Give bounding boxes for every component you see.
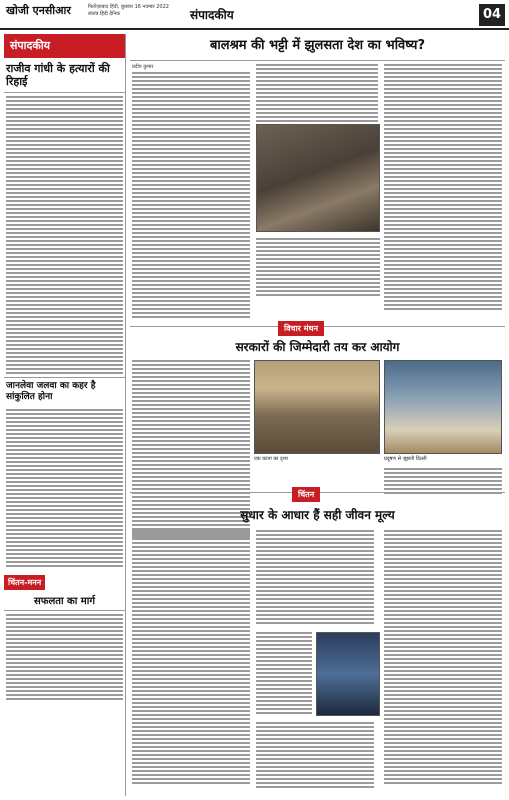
chintan-tag: चिंतन [292, 487, 320, 502]
caption-1: एक घटना का दृश्य [254, 456, 288, 462]
lead-editorial-body [6, 96, 123, 374]
lead-editorial-title: राजीव गांधी के हत्यारों की रिहाई [4, 58, 125, 93]
masthead [0, 0, 509, 30]
masthead-date: फिरोज़ाबाद हिंदी, बुधवार 16 नवम्बर 2022 [88, 4, 169, 10]
thought-box-body [6, 614, 123, 700]
thought-box-title: सफलता का मार्ग [4, 590, 125, 611]
story-3-col-3 [384, 530, 502, 786]
thought-box-label: चिंतन-मनन [4, 575, 45, 590]
story-3-col-2 [256, 530, 374, 626]
caption-2: प्रदूषण से जूझती दिल्ली [384, 456, 427, 462]
byline-1: प्रदीप कुमार [132, 64, 154, 70]
page-number: 04 [479, 4, 505, 26]
main-headline: बालश्रम की भट्टी में झुलसता देश का भविष्य? [130, 34, 505, 61]
pollution-photo [384, 360, 502, 454]
masthead-tagline: स्वतंत्र हिंदी दैनिक [88, 11, 120, 17]
child-labour-photo [256, 124, 380, 232]
left-column [4, 34, 126, 796]
section-3-title: सुधार के आधार हैं सही जीवन मूल्य [240, 508, 395, 522]
photo-caption-lines [256, 238, 380, 298]
story-1-col-1 [132, 72, 250, 320]
sky-photo [316, 632, 380, 716]
section-title: संपादकीय [190, 8, 234, 22]
second-editorial-body [6, 409, 123, 567]
story-1-col-3 [384, 64, 502, 312]
section-2-title: सरकारों की जिम्मेदारी तय कर आयोग [235, 340, 400, 354]
vichar-manthan-tag: विचार मंथन [278, 321, 324, 336]
story-3-col-2b [256, 632, 312, 716]
masthead-logo: खोजी एनसीआर [6, 4, 71, 17]
story-3-col-2c [256, 722, 374, 790]
story-3-col-1 [132, 530, 250, 786]
fire-photo [254, 360, 380, 454]
masthead-subline [88, 4, 169, 18]
second-editorial-title: जानलेवा जलवा का कहर है सांकुलित होना [4, 377, 125, 406]
main-area [130, 34, 505, 796]
editorial-banner: संपादकीय [4, 34, 125, 58]
